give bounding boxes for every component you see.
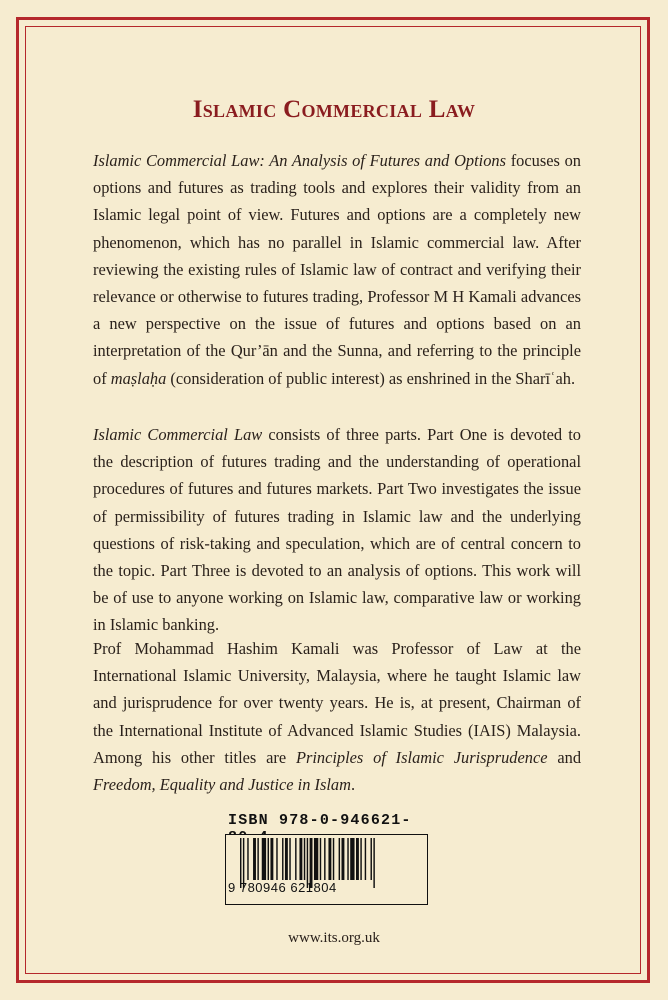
description-paragraph-2 (93, 421, 581, 639)
book-title: Islamic Commercial Law (192, 96, 476, 123)
author-bio-paragraph (93, 635, 581, 798)
description-text-2: consists of three parts. Part One is devoted to the description of futures trading and the understanding of operational procedures of futures and futures markets. Part Two investigates the issue of permissibility of futures trading in Islamic law and the underlying questions of risk-taking and speculation, which are of central concern to the topic. Part Three is devoted to an analysis of options. This work will be of use to anyone working on Islamic law, comparative law or working in Islamic banking. (93, 425, 581, 635)
publisher-url: www.its.org.uk (288, 930, 380, 946)
barcode-bar (304, 838, 305, 880)
barcode-bar (356, 838, 359, 880)
barcode-bar (257, 838, 258, 880)
barcode-bar (270, 838, 273, 880)
barcode-bar (295, 838, 296, 880)
barcode-bar (360, 838, 361, 880)
barcode-bar (342, 838, 345, 880)
author-bio-text-c: . (350, 775, 356, 795)
barcode-digits: 9 780946 621804 (228, 880, 337, 895)
barcode-bar (365, 838, 366, 880)
barcode-bar (268, 838, 269, 880)
author-bio-text-b: and (547, 747, 582, 767)
barcode-bar (350, 838, 354, 880)
description-text-1b: (consideration of public interest) as enshrined in the Sharīʿah. (166, 368, 576, 388)
maslaha-term: maṣlaḥa (110, 368, 167, 388)
barcode-bar (282, 838, 283, 880)
barcode-bar (339, 838, 340, 880)
barcode-bar (262, 838, 266, 880)
isbn-label: ISBN 978-0-946621- (228, 812, 412, 829)
author-bio-text-a: Prof Mohammad Hashim Kamali was Professor of Law at the International Islamic University, Malaysia, where he taught Islamic law and jurisprudence for over twenty years. He is, at present, Chairman of the International Institute of Advanced Islamic Studies (IAIS) Malaysia. Among his other titles are (93, 639, 581, 767)
barcode-bar (247, 838, 248, 880)
description-text-1a: focuses on options and futures as trading tools and explores their validity from an Islamic legal point of view. Futures and options are a completely new phenomenon, which has no parallel in Islamic commercial law. After reviewing the existing rules of Islamic law of contract and verifying their relevance or otherwise to futures trading, Professor M H Kamali advances a new perspective on the issue of futures and options based on an interpretation of the Qur’ān and the Sunna, and referring to the principle of (93, 151, 581, 388)
barcode-bar (289, 838, 290, 880)
barcode-bar (371, 838, 372, 880)
book-short-title: Islamic Commercial Law (93, 425, 263, 444)
description-paragraph-1 (93, 147, 581, 392)
barcode-bar (324, 838, 325, 880)
barcode-bar (333, 838, 334, 880)
barcode-bar (285, 838, 288, 880)
barcode-bar (276, 838, 277, 880)
barcode-bar (253, 838, 256, 880)
barcode-bar (299, 838, 302, 880)
barcode-bar (328, 838, 331, 880)
book-full-title: Islamic Commercial Law: An Analysis of Futures and Options (93, 151, 506, 170)
barcode-bar (320, 838, 321, 880)
other-title-1: Principles of Islamic Jurisprudence (295, 747, 548, 767)
barcode-bar (314, 838, 318, 880)
barcode-bar (347, 838, 348, 880)
other-title-2: Freedom, Equality and Justice in Islam (93, 775, 351, 795)
